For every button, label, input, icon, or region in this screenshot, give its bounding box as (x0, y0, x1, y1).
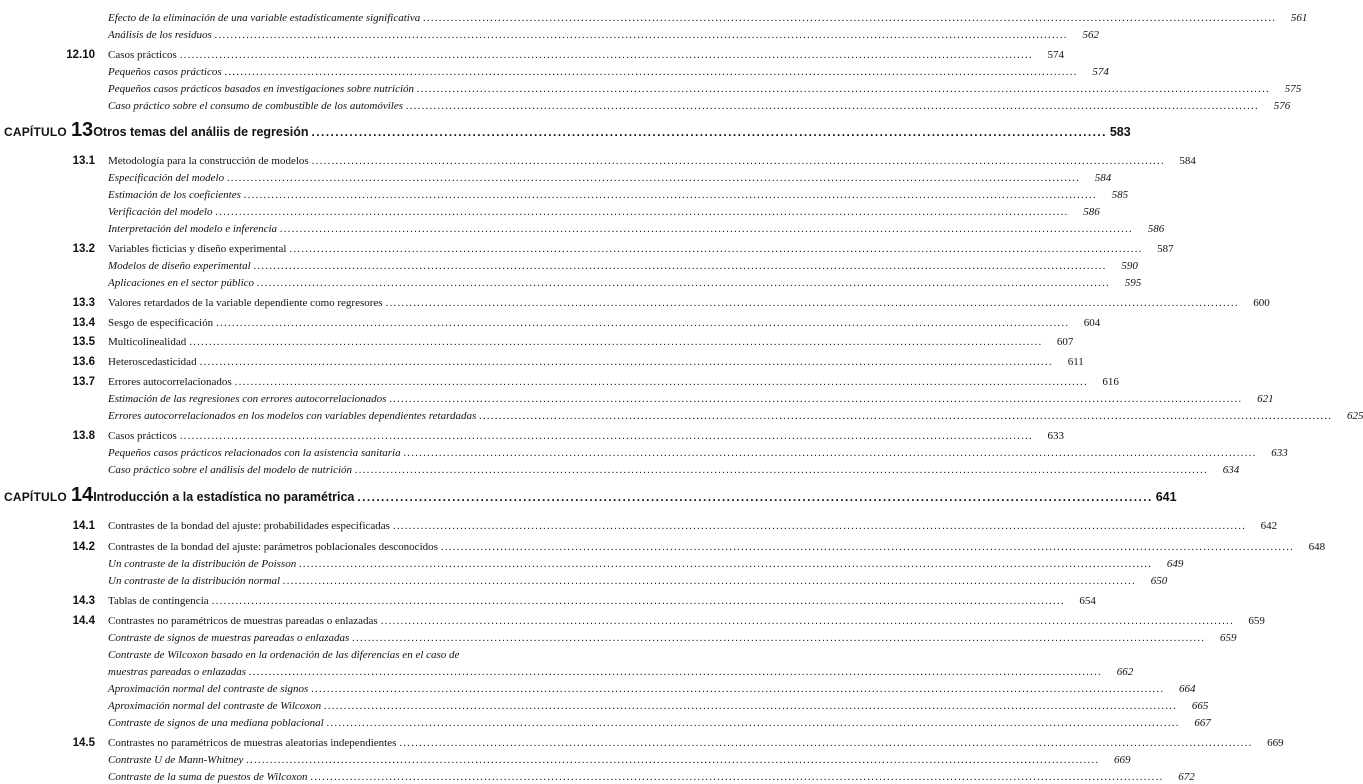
entry-page: 611 (1067, 356, 1084, 368)
entry-title: Aproximación normal del contraste de signos (108, 683, 309, 695)
entry-page: 669 (1114, 754, 1131, 766)
leader-dots (289, 242, 1142, 256)
leader-dots (215, 28, 1068, 42)
entry-title: Verificación del modelo (108, 206, 213, 218)
entry-title: Tablas de contingencia (108, 595, 209, 607)
entry-title: Contrastes no paramétricos de muestras aleatorias independientes (108, 737, 397, 749)
entry-title: Heteroscedasticidad (108, 356, 197, 368)
section-number: 13.3 (72, 297, 95, 309)
leader-dots (215, 205, 1068, 219)
chapter-label: CAPÍTULO (4, 490, 67, 504)
entry-page: 662 (1116, 666, 1134, 678)
leader-dots (352, 631, 1205, 645)
entry-title: Contraste de la suma de puestos de Wilcoxon (108, 771, 308, 783)
entry-title: Valores retardados de la variable dependiente como regresores (108, 297, 383, 309)
leader-dots (406, 99, 1259, 113)
section-entry[interactable] (108, 316, 1101, 330)
entry-title: Un contraste de la distribución de Poisson (108, 558, 297, 570)
entry-page: 584 (1179, 155, 1196, 167)
subsection-entry[interactable] (108, 259, 1138, 273)
entry-title: Modelos de diseño experimental (108, 260, 251, 272)
subsection-entry[interactable] (108, 446, 1288, 460)
section-number: 13.7 (72, 376, 95, 388)
subsection-entry[interactable] (108, 716, 1211, 730)
leader-dots (393, 519, 1246, 533)
entry-title: Variables ficticias y diseño experimental (108, 243, 287, 255)
leader-dots (235, 375, 1088, 389)
entry-page: 648 (1308, 541, 1326, 553)
leader-dots (257, 276, 1110, 290)
leader-dots (381, 614, 1234, 628)
section-entry[interactable] (108, 296, 1270, 310)
section-entry[interactable] (108, 335, 1074, 349)
section-entry[interactable] (108, 48, 1064, 62)
leader-dots (324, 699, 1177, 713)
entry-page: 664 (1179, 683, 1196, 695)
section-entry[interactable] (108, 375, 1119, 389)
entry-page: 574 (1047, 49, 1064, 61)
chapter-page: 583 (1109, 125, 1131, 139)
subsection-entry[interactable] (108, 770, 1195, 784)
section-entry[interactable] (108, 154, 1196, 168)
entry-title: Aplicaciones en el sector público (108, 277, 255, 289)
entry-page: 642 (1260, 520, 1278, 532)
entry-title: Errores autocorrelacionados (108, 376, 232, 388)
entry-page: 584 (1094, 172, 1112, 184)
entry-page: 595 (1124, 277, 1142, 289)
section-entry[interactable] (108, 736, 1284, 750)
entry-page: 576 (1273, 100, 1291, 112)
section-entry[interactable] (108, 429, 1064, 443)
subsection-entry[interactable] (108, 631, 1237, 645)
section-number: 12.10 (66, 49, 95, 61)
leader-dots (216, 316, 1069, 330)
entry-page: 625 (1346, 410, 1363, 422)
leader-dots (299, 557, 1152, 571)
entry-title: Análisis de los residuos (108, 29, 212, 41)
leader-dots (225, 65, 1078, 79)
section-number: 13.6 (72, 356, 95, 368)
section-entry[interactable] (108, 594, 1096, 608)
entry-page: 649 (1166, 558, 1184, 570)
leader-dots (227, 171, 1080, 185)
entry-page: 607 (1056, 336, 1074, 348)
leader-dots (280, 222, 1133, 236)
entry-page: 561 (1290, 12, 1308, 24)
entry-page: 562 (1082, 29, 1099, 41)
leader-dots (355, 463, 1208, 477)
chapter-page: 641 (1155, 490, 1177, 504)
section-number: 14.3 (72, 595, 95, 607)
entry-title: Efecto de la eliminación de una variable estadísticamente significativa (108, 12, 421, 24)
leader-dots (441, 540, 1294, 554)
entry-page: 633 (1271, 447, 1288, 459)
leader-dots (327, 716, 1180, 730)
entry-title: Casos prácticos (108, 430, 177, 442)
subsection-entry[interactable] (108, 574, 1168, 588)
entry-title: Caso práctico sobre el análisis del modelo de nutrición (108, 464, 353, 476)
chapter-title: Otros temas del análiis de regresión (93, 125, 309, 139)
subsection-entry[interactable] (108, 11, 1308, 25)
leader-dots (423, 11, 1276, 25)
entry-page: 633 (1047, 430, 1064, 442)
subsection-entry[interactable] (108, 222, 1165, 236)
leader-dots (386, 296, 1239, 310)
subsection-entry[interactable] (108, 665, 1134, 679)
entry-title: Pequeños casos prácticos basados en investigaciones sobre nutrición (108, 83, 415, 95)
entry-title: Multicolinealidad (108, 336, 187, 348)
section-number: 13.2 (72, 243, 95, 255)
chapter-label: CAPÍTULO (4, 125, 67, 139)
entry-title: Casos prácticos (108, 49, 177, 61)
chapter-number: 14 (70, 484, 94, 506)
subsection-entry[interactable] (108, 82, 1302, 96)
entry-page: 669 (1267, 737, 1284, 749)
entry-title: Sesgo de especificación (108, 317, 214, 329)
subsection-entry[interactable] (108, 65, 1109, 79)
entry-page: 672 (1178, 771, 1195, 783)
section-number: 14.2 (72, 541, 95, 553)
section-number: 14.5 (72, 737, 95, 749)
leader-dots (246, 753, 1099, 767)
entry-page: 654 (1079, 595, 1096, 607)
entry-title: Estimación de las regresiones con errores autocorrelacionados (108, 393, 387, 405)
entry-title: Contraste de signos de una mediana poblacional (108, 717, 324, 729)
section-entry[interactable] (108, 614, 1265, 628)
subsection-entry[interactable] (108, 463, 1240, 477)
entry-title: Especificación del modelo (108, 172, 225, 184)
subsection-entry[interactable] (108, 753, 1131, 767)
chapter-heading[interactable] (4, 119, 1131, 141)
entry-page: 604 (1083, 317, 1101, 329)
leader-dots (404, 446, 1257, 460)
leader-dots (311, 770, 1164, 784)
leader-dots (200, 355, 1053, 369)
section-number: 14.4 (72, 615, 95, 627)
entry-page: 585 (1111, 189, 1129, 201)
entry-page: 650 (1150, 575, 1168, 587)
entry-page: 587 (1157, 243, 1174, 255)
section-entry[interactable] (108, 519, 1278, 533)
leader-dots (312, 125, 1107, 139)
subsection-entry[interactable] (108, 205, 1100, 219)
entry-page: 634 (1222, 464, 1240, 476)
entry-page: 667 (1194, 717, 1211, 729)
entry-title: Aproximación normal del contraste de Wilcoxon (108, 700, 322, 712)
subsection-entry[interactable] (108, 392, 1274, 406)
leader-dots (311, 682, 1164, 696)
leader-dots (312, 154, 1165, 168)
leader-dots (180, 429, 1033, 443)
entry-title: muestras pareadas o enlazadas (108, 666, 247, 678)
entry-page: 659 (1220, 632, 1237, 644)
leader-dots (283, 574, 1136, 588)
entry-title: Interpretación del modelo e inferencia (108, 223, 278, 235)
entry-page: 616 (1102, 376, 1119, 388)
entry-title: Metodología para la construcción de modelos (108, 155, 309, 167)
leader-dots (389, 392, 1242, 406)
entry-title: Errores autocorrelacionados en los modelos con variables dependientes retardadas (108, 410, 477, 422)
leader-dots (417, 82, 1270, 96)
subsection-entry[interactable] (108, 557, 1184, 571)
entry-page: 590 (1121, 260, 1138, 272)
leader-dots (180, 48, 1033, 62)
chapter-heading[interactable] (4, 484, 1177, 506)
leader-dots (254, 259, 1107, 273)
section-number: 14.1 (72, 520, 95, 532)
subsection-entry[interactable] (108, 99, 1291, 113)
subsection-entry[interactable] (108, 699, 1209, 713)
leader-dots (479, 409, 1332, 423)
entry-title: Pequeños casos prácticos relacionados con la asistencia sanitaria (108, 447, 401, 459)
entry-title: Pequeños casos prácticos (108, 66, 222, 78)
section-entry[interactable] (108, 355, 1084, 369)
entry-page: 574 (1092, 66, 1109, 78)
entry-page: 659 (1248, 615, 1265, 627)
subsection-entry[interactable] (108, 276, 1142, 290)
section-number: 13.4 (72, 317, 95, 329)
subsection-entry[interactable] (108, 188, 1129, 202)
entry-title: Contraste U de Mann-Whitney (108, 754, 244, 766)
subsection-entry[interactable] (108, 648, 569, 662)
entry-page: 665 (1191, 700, 1209, 712)
leader-dots (244, 188, 1097, 202)
leader-dots (212, 594, 1065, 608)
entry-page: 586 (1147, 223, 1165, 235)
entry-title: Contrastes no paramétricos de muestras pareadas o enlazadas (108, 615, 378, 627)
entry-page: 600 (1253, 297, 1270, 309)
section-entry[interactable] (108, 540, 1326, 554)
section-number: 13.8 (72, 430, 95, 442)
entry-page: 586 (1083, 206, 1100, 218)
chapter-title: Introducción a la estadística no paramétrica (93, 490, 355, 504)
entry-title: Contrastes de la bondad del ajuste: probabilidades especificadas (108, 520, 390, 532)
subsection-entry[interactable] (108, 171, 1112, 185)
subsection-entry[interactable] (108, 682, 1196, 696)
leader-dots (399, 736, 1252, 750)
subsection-entry[interactable] (108, 409, 1363, 423)
entry-title: Contrastes de la bondad del ajuste: parámetros poblacionales desconocidos (108, 541, 438, 553)
entry-title: Caso práctico sobre el consumo de combustible de los automóviles (108, 100, 404, 112)
chapter-number: 13 (70, 119, 94, 141)
leader-dots (357, 490, 1152, 504)
entry-page: 575 (1284, 83, 1302, 95)
entry-title: Estimación de los coeficientes (108, 189, 241, 201)
entry-page: 621 (1257, 393, 1274, 405)
leader-dots (189, 335, 1042, 349)
entry-title: Contraste de Wilcoxon basado en la ordenación de las diferencias en el caso de (108, 649, 460, 661)
entry-title: Un contraste de la distribución normal (108, 575, 281, 587)
leader-dots (249, 665, 1102, 679)
section-number: 13.5 (72, 336, 95, 348)
subsection-entry[interactable] (108, 28, 1099, 42)
section-number: 13.1 (72, 155, 95, 167)
entry-title: Contraste de signos de muestras pareadas o enlazadas (108, 632, 350, 644)
section-entry[interactable] (108, 242, 1174, 256)
